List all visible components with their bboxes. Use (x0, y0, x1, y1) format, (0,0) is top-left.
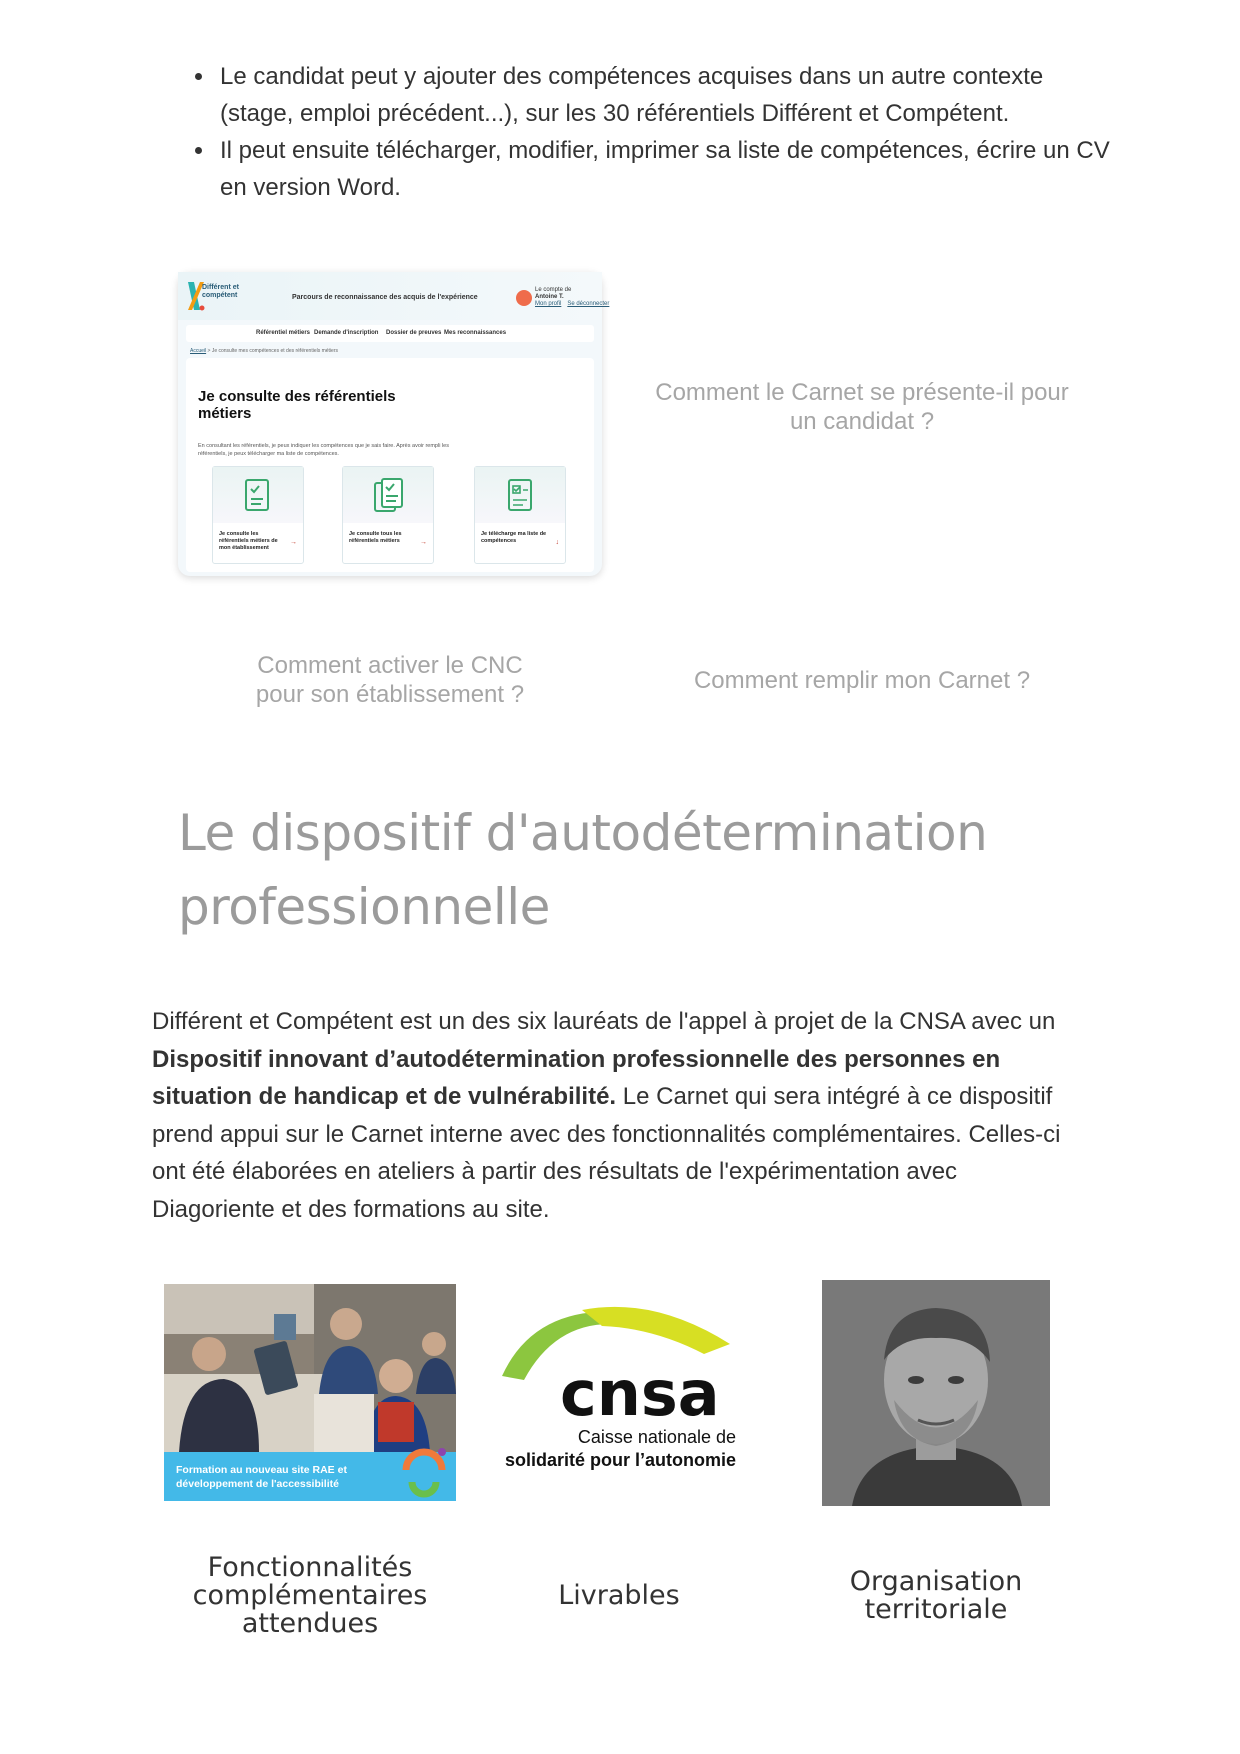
user-name: Antoine T. (535, 294, 564, 300)
logo-line: Différent et (202, 284, 239, 291)
bullet-item: • Il peut ensuite télécharger, modifier, imprimer sa liste de compétences, écrire un CV en version Word. (216, 132, 1116, 206)
nav-item[interactable]: Dossier de preuves (386, 330, 442, 336)
breadcrumb-current: Je consulte mes compétences et des référentiels métiers (211, 348, 338, 354)
paragraph-text: Différent et Compétent est un des six lauréats de l'appel à projet de la CNSA avec un (152, 1008, 1056, 1035)
card-label: Je consulte les référentiels métiers de mon établissement (219, 531, 278, 551)
screenshot-nav (186, 325, 594, 342)
logo-text (202, 284, 239, 300)
cnsa-line2: solidarité pour l’autonomie (504, 1450, 736, 1470)
documents-icon (373, 477, 405, 515)
card-illustration (213, 467, 303, 523)
cnsa-word: cnsa (560, 1357, 720, 1430)
card-label: Je télécharge ma liste de compétences (481, 531, 547, 544)
person-portrait-image (822, 1280, 1050, 1506)
training-scene-image (164, 1284, 456, 1452)
avatar[interactable] (516, 290, 532, 306)
breadcrumb (190, 348, 338, 354)
arrow-right-icon: → (290, 539, 297, 546)
card-telecharger[interactable] (474, 466, 566, 564)
paragraph-bold: Dispositif innovant d’autodétermination professionnelle des personnes en situation de handicap et de vulnérabilité. (152, 1045, 1001, 1110)
link-activer-cnc[interactable]: Comment activer le CNC pour son établissement ? (255, 652, 525, 708)
arrow-right-icon: → (420, 539, 427, 546)
document-check-icon (243, 477, 273, 515)
section-title: Le dispositif d'autodétermination professionnelle (178, 804, 988, 936)
screenshot-title: Parcours de reconnaissance des acquis de l'expérience (292, 294, 478, 301)
logo-line: compétent (202, 292, 238, 299)
screenshot-intro: En consultant les référentiels, je peux indiquer les compétences que je sais faire. Après avoir rempli les référentiels, je peux télécharger ma liste de compétences. (198, 443, 449, 457)
breadcrumb-separator: > (207, 348, 211, 354)
download-icon: ↓ (555, 539, 559, 546)
platform-screenshot[interactable] (178, 272, 610, 576)
nav-item[interactable]: Référentiel métiers (256, 330, 311, 336)
card-label: Je consulte tous les référentiels métiers (349, 531, 402, 544)
card-illustration (343, 467, 433, 523)
cnsa-logo (494, 1302, 744, 1472)
nav-item[interactable]: Demande d'inscription (314, 330, 379, 336)
paragraph-text: Le Carnet qui sera intégré à ce dispositif prend appui sur le Carnet interne avec des fonctionnalités complémentaires. Celles-ci ont été élaborées en ateliers à partir des résultats de l'expérimentation avec Diagoriente et des formations au site. (152, 1083, 1061, 1223)
bullet-list (192, 58, 1116, 206)
card-illustration (475, 467, 565, 523)
section-paragraph (152, 1003, 1082, 1228)
profile-link[interactable]: Mon profil (535, 301, 562, 307)
breadcrumb-home[interactable]: Accueil (190, 348, 207, 354)
card-etablissement[interactable] (212, 466, 304, 564)
formation-photo[interactable] (164, 1284, 456, 1501)
nav-item[interactable]: Mes reconnaissances (444, 330, 507, 336)
logout-link[interactable]: Se déconnecter (567, 301, 610, 307)
caption-organisation[interactable]: Organisation territoriale (849, 1566, 1023, 1625)
bullet-item: • Le candidat peut y ajouter des compétences acquises dans un autre contexte (stage, emploi précédent...), sur les 30 référentiels Différent et Compétent. (216, 58, 1116, 132)
card-tous-referentiels[interactable] (342, 466, 434, 564)
screenshot-heading: Je consulte des référentiels métiers (198, 388, 396, 422)
user-box (535, 287, 615, 308)
cnsa-line1: Caisse nationale de (577, 1427, 736, 1447)
link-carnet-candidat[interactable]: Comment le Carnet se présente-il pour un candidat ? (655, 379, 1069, 435)
photo-caption-text: Formation au nouveau site RAE et développement de l'accessibilité (176, 1464, 347, 1490)
accessibility-logo-icon (400, 1444, 448, 1496)
checklist-icon (505, 477, 535, 515)
caption-fonctionnalites[interactable]: Fonctionnalités complémentaires attendues (192, 1552, 428, 1639)
user-label: Le compte de (535, 287, 572, 293)
portrait-photo[interactable] (822, 1280, 1050, 1506)
link-remplir-carnet[interactable]: Comment remplir mon Carnet ? (693, 667, 1031, 694)
caption-livrables[interactable]: Livrables (558, 1580, 680, 1611)
